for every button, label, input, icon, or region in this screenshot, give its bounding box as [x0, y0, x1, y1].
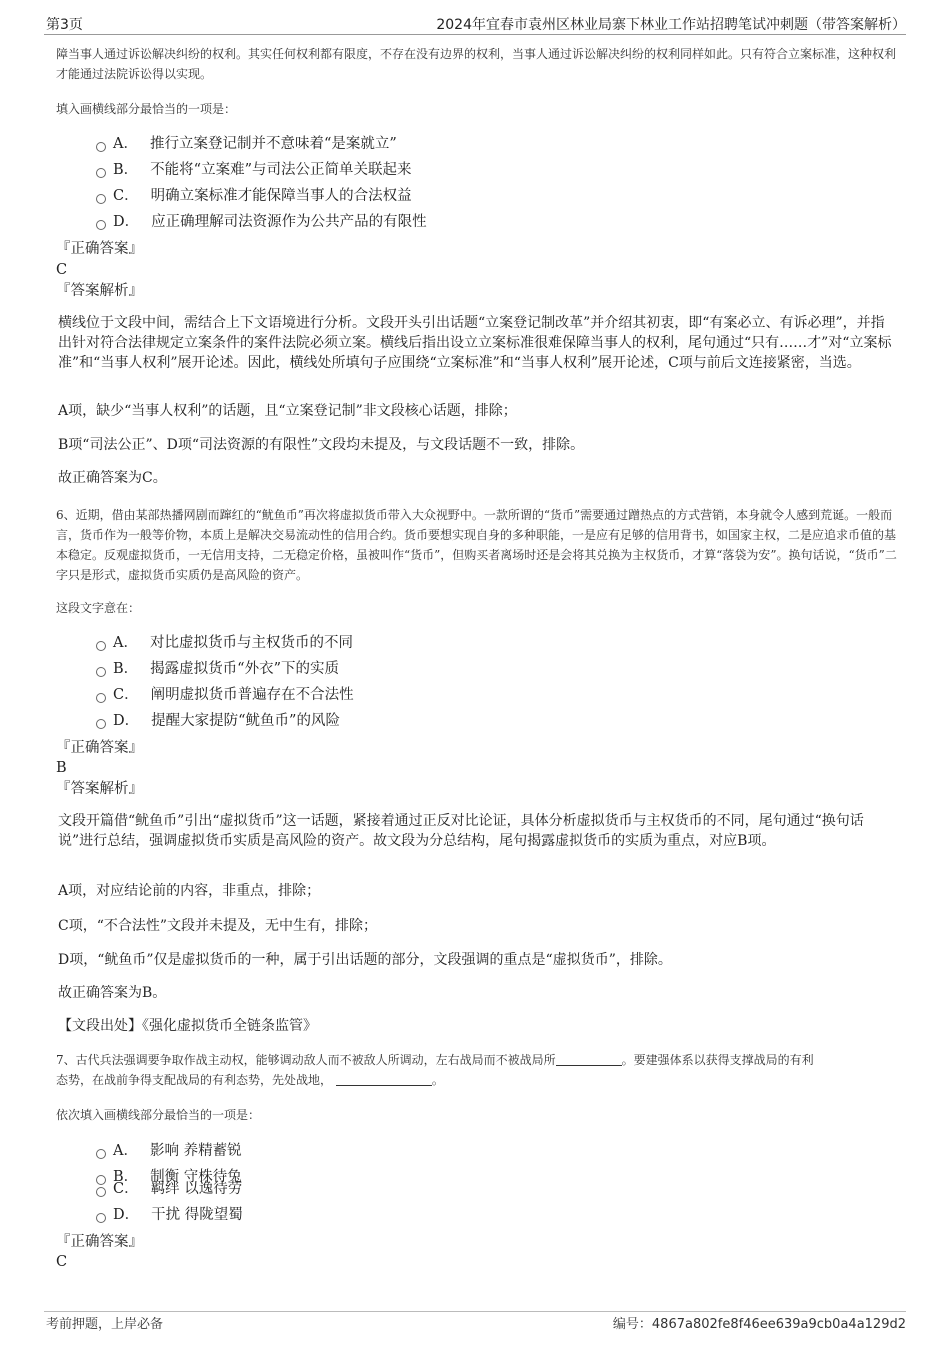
radio-icon[interactable] — [96, 194, 106, 204]
q5-answer-label: 『正确答案』 — [56, 241, 143, 257]
q6-analysis-label: 『答案解析』 — [56, 781, 143, 797]
q5-analysis-paragraph: A项，缺少“当事人权利”的话题，且“立案登记制”非文段核心话题，排除； — [58, 403, 517, 419]
radio-icon[interactable] — [96, 693, 106, 703]
q5-option-c[interactable]: C． 明确立案标准才能保障当事人的合法权益 — [96, 183, 412, 209]
q5-analysis-paragraph: 故正确答案为C。 — [58, 470, 167, 486]
document-code: 编号：4867a802fe8f46ee639a9cb0a4a129d2 — [612, 1317, 906, 1332]
q6-analysis-paragraph: 文段开篇借“鱿鱼币”引出“虚拟货币”这一话题，紧接着通过正反对比论证，具体分析虚拟货币与主权货币的不同，尾句通过“换句话说”进行总结，强调虚拟货币实质是高风险的资产。故文段为分总结构，尾句揭露虚拟货币的实质为重点，对应B项。 — [58, 813, 864, 849]
radio-icon[interactable] — [96, 719, 106, 729]
q6-analysis-paragraph: A项，对应结论前的内容，非重点，排除； — [58, 883, 321, 899]
header-divider — [44, 34, 906, 35]
radio-icon[interactable] — [96, 1187, 106, 1197]
document-title: 2024年宜春市袁州区林业局寨下林业工作站招聘笔试冲刺题（带答案解析） — [436, 17, 906, 33]
q7-answer: C — [56, 1254, 68, 1270]
footer-divider — [44, 1311, 906, 1312]
q5-option-d[interactable]: D． 应正确理解司法资源作为公共产品的有限性 — [96, 209, 427, 235]
q5-option-b[interactable]: B． 不能将“立案难”与司法公正简单关联起来 — [96, 157, 411, 183]
q6-answer: B — [56, 760, 67, 776]
q7-prompt: 依次填入画横线部分最恰当的一项是： — [56, 1108, 261, 1122]
q6-analysis-paragraph: C项，“不合法性”文段并未提及，无中生有，排除； — [58, 918, 378, 934]
radio-icon[interactable] — [96, 1213, 106, 1223]
q6-prompt: 这段文字意在： — [56, 601, 141, 615]
q5-option-a[interactable]: A． 推行立案登记制并不意味着“是案就立” — [96, 131, 397, 157]
q6-stem: 6、近期，借由某部热播网剧而蹿红的“鱿鱼币”再次将虚拟货币带入大众视野中。一款所谓的“货币”需要通过蹭热点的方式营销，本身就令人感到荒诞。一般而言，货币作为一般等价物，本质上是解决交易流动性的信用合约。货币要想实现自身的多种职能，一是应有足够的信用背书，如国家主权，二是应追求币值的基本稳定。反观虚拟货币，一无信用支持，二无稳定价格，虽被叫作“货币”，但购买者离场时还是会将其兑换为主权货币，才算“落袋为安”。换句话说，“货币”二字只是形式，虚拟货币实质仍是高风险的资产。 — [56, 508, 897, 582]
q5-answer: C — [56, 262, 68, 278]
q6-source: 【文段出处】《强化虚拟货币全链条监管》 — [58, 1018, 317, 1034]
q7-stem: 7、古代兵法强调要争取作战主动权，能够调动敌人而不被敌人所调动，左右战局而不被战局所 。要建强体系以获得支撑战局的有利 态势，在战前争得支配战局的有利态势，先处战地， 。 — [56, 1053, 814, 1087]
q5-analysis-paragraph: 横线位于文段中间，需结合上下文语境进行分析。文段开头引出话题“立案登记制改革”并介绍其初衷，即“有案必立、有诉必理”，并指出针对符合法律规定立案条件的案件法院必须立案。横线后指出设立立案标准很难保障当事人的权利，尾句通过“只有……才”对“立案标准”和“当事人权利”展开论述。因此，横线处所填句子应围绕“立案标准”和“当事人权利”展开论述，C项与前后文连接紧密，当选。 — [58, 315, 892, 371]
q6-answer-label: 『正确答案』 — [56, 740, 143, 756]
q5-analysis-paragraph: B项“司法公正”、D项“司法资源的有限性”文段均未提及，与文段话题不一致，排除。 — [58, 437, 585, 453]
q6-analysis-paragraph: D项，“鱿鱼币”仅是虚拟货币的一种，属于引出话题的部分，文段强调的重点是“虚拟货币”，排除。 — [58, 952, 672, 968]
radio-icon[interactable] — [96, 667, 106, 677]
q7-option-a[interactable]: A． 影响 养精蓄锐 — [96, 1138, 242, 1164]
q6-option-d[interactable]: D． 提醒大家提防“鱿鱼币”的风险 — [96, 708, 340, 734]
q7-answer-label: 『正确答案』 — [56, 1234, 143, 1250]
footer-slogan: 考前押题，上岸必备 — [46, 1317, 164, 1332]
q6-option-c[interactable]: C． 阐明虚拟货币普遍存在不合法性 — [96, 682, 354, 708]
q7-option-b[interactable]: B． 制衡 守株待兔 — [96, 1164, 242, 1190]
q7-option-d[interactable]: D． 干扰 得陇望蜀 — [96, 1202, 243, 1228]
q6-analysis-paragraph: 故正确答案为B。 — [58, 985, 167, 1001]
radio-icon[interactable] — [96, 1149, 106, 1159]
radio-icon[interactable] — [96, 168, 106, 178]
radio-icon[interactable] — [96, 641, 106, 651]
q5-passage: 障当事人通过诉讼解决纠纷的权利。其实任何权利都有限度，不存在没有边界的权利，当事人通过诉讼解决纠纷的权利同样如此。只有符合立案标准，这种权利才能通过法院诉讼得以实现。 — [56, 47, 897, 81]
q5-analysis-label: 『答案解析』 — [56, 283, 143, 299]
fill-blank-2[interactable] — [336, 1071, 432, 1086]
radio-icon[interactable] — [96, 220, 106, 230]
q6-option-b[interactable]: B． 揭露虚拟货币“外衣”下的实质 — [96, 656, 339, 682]
radio-icon[interactable] — [96, 142, 106, 152]
q7-option-c[interactable]: C． 羁绊 以逸待劳 — [96, 1176, 242, 1202]
q6-option-a[interactable]: A． 对比虚拟货币与主权货币的不同 — [96, 630, 353, 656]
q5-prompt: 填入画横线部分最恰当的一项是： — [56, 102, 237, 116]
page-number: 第3页 — [46, 17, 83, 33]
fill-blank-1[interactable] — [556, 1051, 622, 1066]
